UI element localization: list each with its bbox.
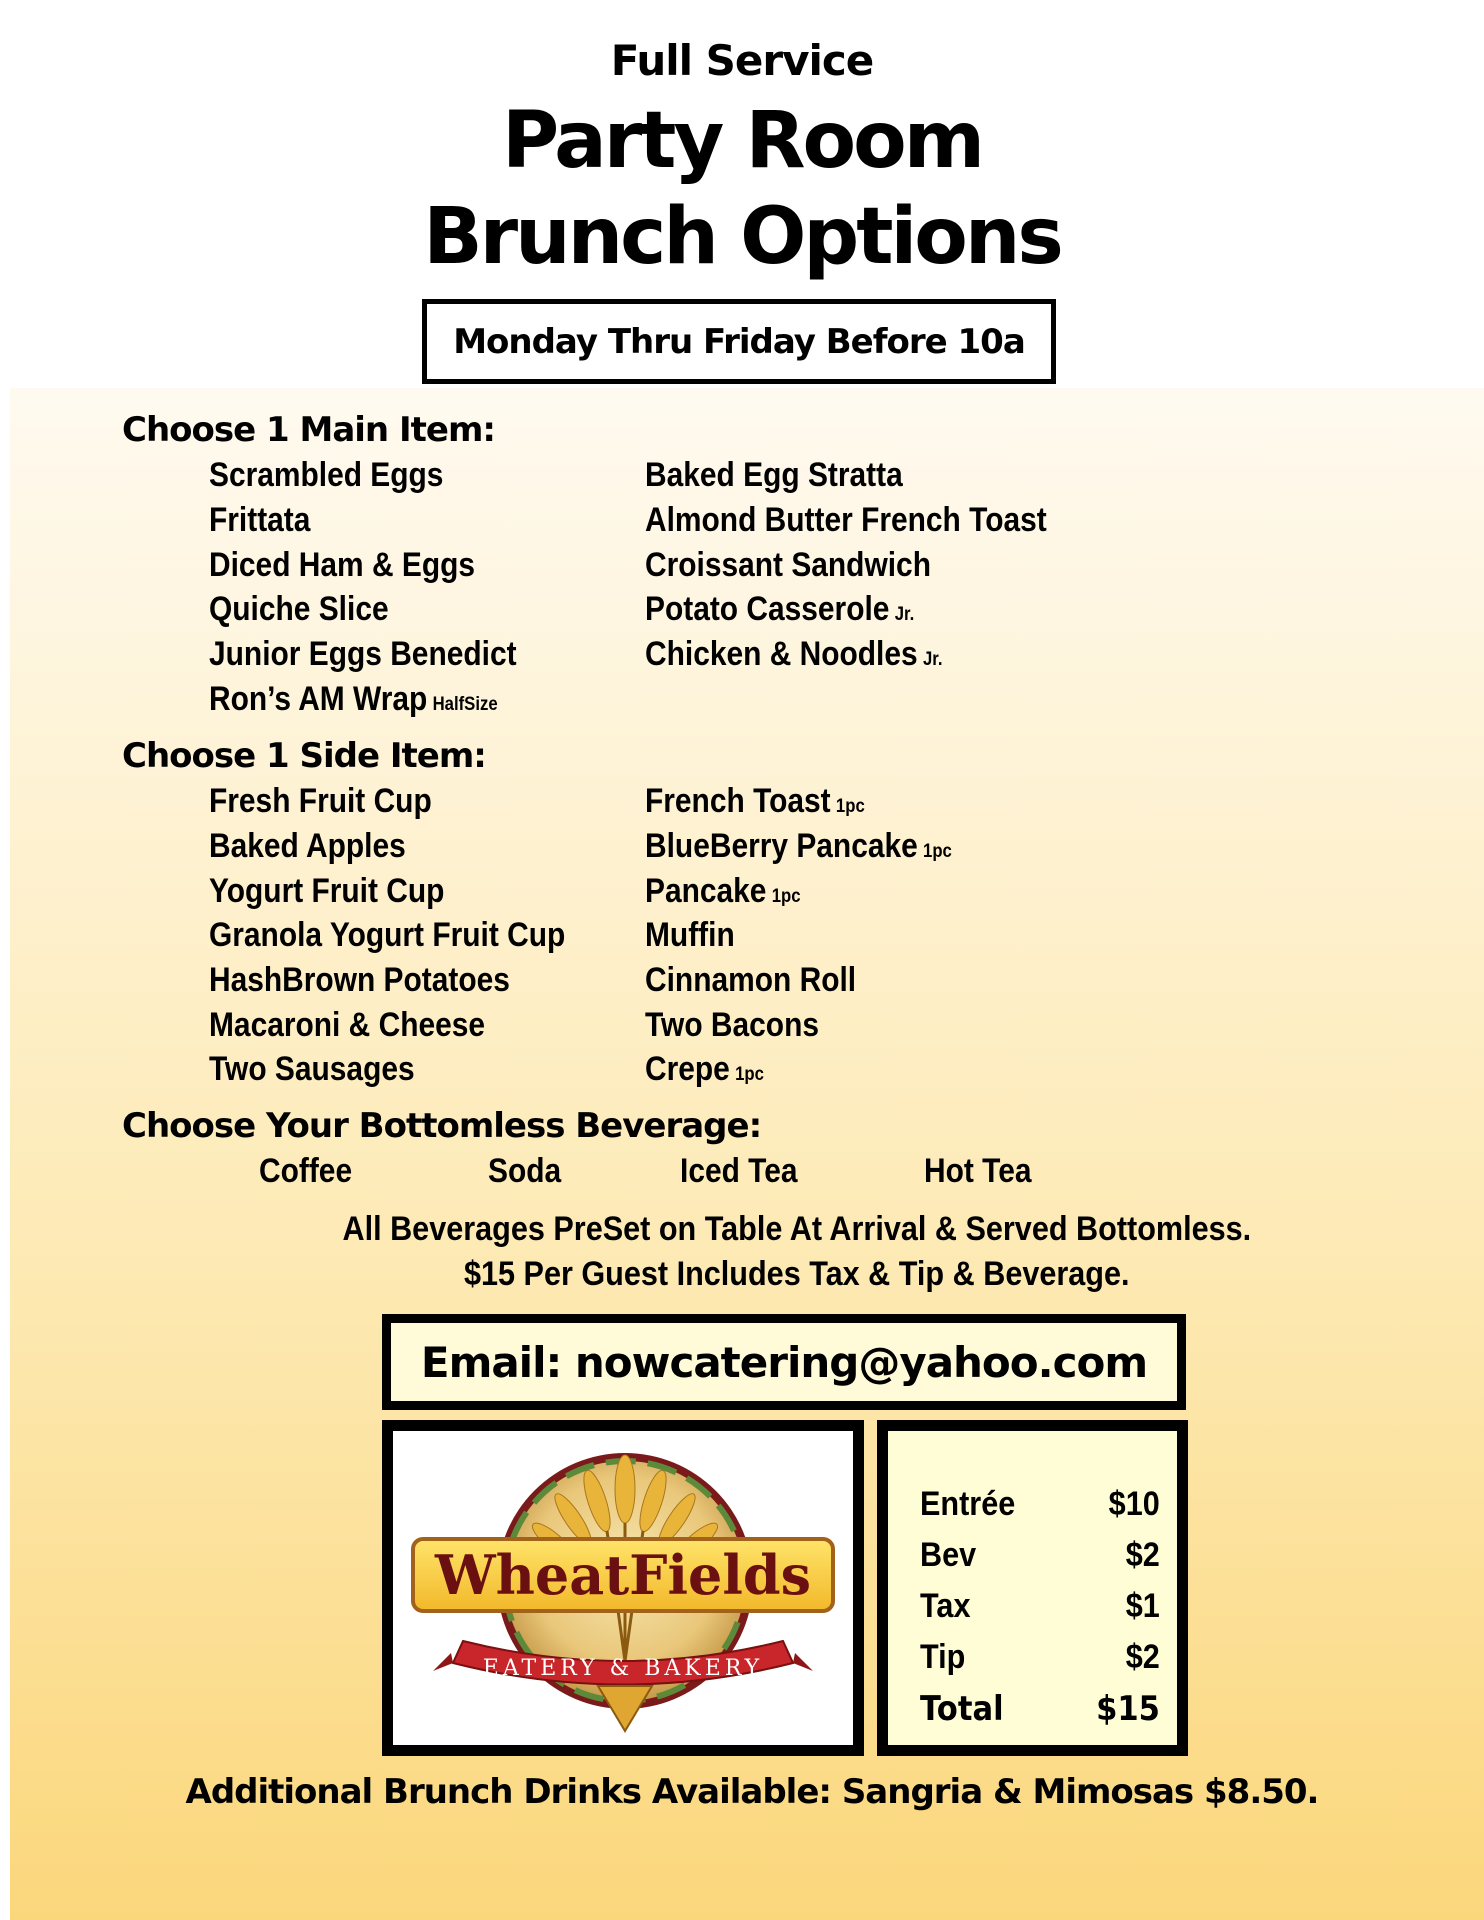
logo-tagline: EATERY & BAKERY — [482, 1656, 764, 1681]
side-item: Two Sausages — [209, 1050, 415, 1088]
main-item: Junior Eggs Benedict — [209, 635, 517, 673]
side-item: Baked Apples — [209, 827, 406, 865]
side-item: BlueBerry Pancake 1pc — [645, 827, 952, 865]
main-item: Croissant Sandwich — [645, 546, 931, 584]
days-badge — [422, 299, 1056, 384]
side-item: Cinnamon Roll — [645, 961, 857, 999]
beverage-item: Soda — [488, 1152, 562, 1190]
main-item: Diced Ham & Eggs — [209, 546, 476, 584]
header-title-line1: Party Room — [502, 96, 982, 186]
side-item: Fresh Fruit Cup — [209, 782, 432, 820]
main-item: Potato Casserole Jr. — [645, 590, 915, 628]
main-item-heading: Choose 1 Main Item: — [122, 410, 495, 450]
side-item: Macaroni & Cheese — [209, 1006, 486, 1044]
beverage-item: Hot Tea — [924, 1152, 1032, 1190]
beverage-note: All Beverages PreSet on Table At Arrival & Served Bottomless. — [342, 1210, 1252, 1248]
header-title-line2: Brunch Options — [423, 192, 1061, 282]
beverage-item: Coffee — [259, 1152, 353, 1190]
days-text: Monday Thru Friday Before 10a — [453, 321, 1025, 362]
main-item: Quiche Slice — [209, 590, 389, 628]
side-item: HashBrown Potatoes — [209, 961, 510, 999]
beverage-item: Iced Tea — [680, 1152, 798, 1190]
beverage-heading: Choose Your Bottomless Beverage: — [122, 1106, 762, 1146]
side-item: Granola Yogurt Fruit Cup — [209, 916, 566, 954]
main-item: Chicken & Noodles Jr. — [645, 635, 943, 673]
main-item: Baked Egg Stratta — [645, 456, 903, 494]
side-item: Pancake 1pc — [645, 872, 801, 910]
wheatfields-logo — [393, 1431, 853, 1745]
main-item: Almond Butter French Toast — [645, 501, 1047, 539]
main-item: Ron’s AM Wrap HalfSize — [209, 680, 498, 718]
side-item-heading: Choose 1 Side Item: — [122, 736, 486, 776]
main-item: Scrambled Eggs — [209, 456, 444, 494]
side-item: Muffin — [645, 916, 735, 954]
side-item: Two Bacons — [645, 1006, 820, 1044]
email-text: Email: nowcatering@yahoo.com — [420, 1337, 1148, 1387]
price-note: $15 Per Guest Includes Tax & Tip & Beverage. — [464, 1255, 1130, 1293]
side-item: Crepe 1pc — [645, 1050, 764, 1088]
side-item: Yogurt Fruit Cup — [209, 872, 445, 910]
price-breakdown: Entrée $10 Bev $2 Tax $1 Tip $2 Total $15 — [877, 1420, 1188, 1756]
main-item: Frittata — [209, 501, 311, 539]
header-subtitle: Full Service — [610, 36, 874, 85]
logo-box — [382, 1420, 864, 1756]
logo-name: WheatFields — [434, 1543, 812, 1607]
side-item: French Toast 1pc — [645, 782, 865, 820]
email-box — [382, 1314, 1186, 1410]
additional-drinks-note: Additional Brunch Drinks Available: Sangria & Mimosas $8.50. — [185, 1772, 1319, 1812]
